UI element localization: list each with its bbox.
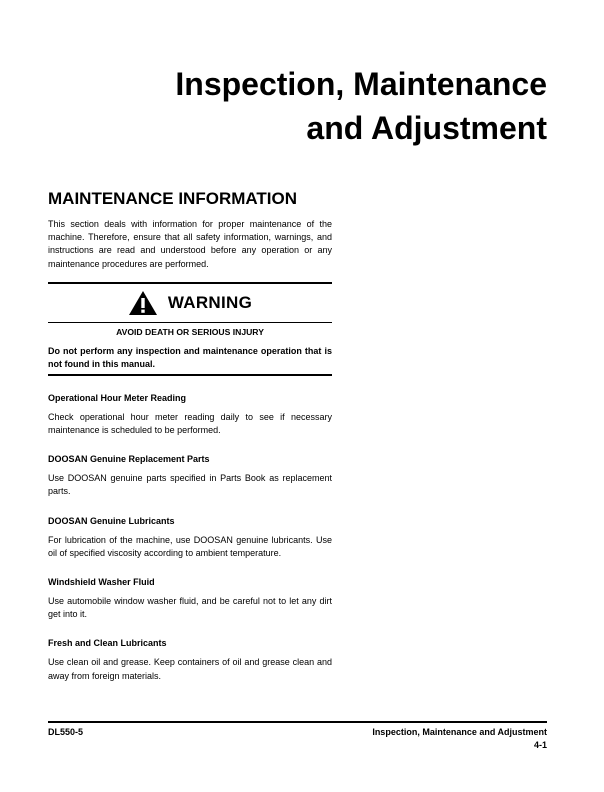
topic-heading: DOOSAN Genuine Replacement Parts: [48, 454, 210, 465]
warning-header: [48, 284, 332, 323]
topic-clean-lubricants: [48, 637, 332, 682]
topic-replacement-parts: [48, 453, 332, 498]
warning-label: WARNING: [167, 292, 253, 312]
chapter-title-line1: Inspection, Maintenance: [175, 66, 547, 102]
footer-chapter-name: Inspection, Maintenance and Adjustment: [372, 727, 547, 737]
chapter-title-line2: and Adjustment: [306, 110, 547, 146]
footer-page-number: 4-1: [533, 740, 547, 750]
topic-heading: Operational Hour Meter Reading: [48, 392, 187, 403]
topic-text: Use clean oil and grease. Keep containers of oil and grease clean and away from foreign materials.: [48, 657, 332, 681]
topic-text: For lubrication of the machine, use DOOSAN genuine lubricants. Use oil of specified viscosity according to ambient temperature.: [48, 534, 332, 558]
warning-subtitle: AVOID DEATH OR SERIOUS INJURY: [116, 326, 264, 337]
topic-washer-fluid: [48, 576, 332, 621]
footer-divider: [48, 721, 547, 723]
topic-heading: Fresh and Clean Lubricants: [48, 638, 167, 649]
content-column: [48, 188, 332, 683]
warning-triangle-icon: [128, 290, 158, 316]
topic-hour-meter: [48, 392, 332, 437]
topic-heading: DOOSAN Genuine Lubricants: [48, 515, 175, 526]
section-heading: MAINTENANCE INFORMATION: [48, 189, 297, 208]
topic-heading: Windshield Washer Fluid: [48, 577, 155, 588]
footer-right: [372, 726, 547, 752]
section-intro: This section deals with information for proper maintenance of the machine. Therefore, ensure that all safety information, warnings, and instructions are read and understood before any operation or any maintenance procedures are performed.: [48, 219, 332, 269]
chapter-title: [47, 62, 547, 150]
topic-lubricants: [48, 515, 332, 560]
warning-box: [48, 282, 332, 376]
topic-text: Check operational hour meter reading daily to see if necessary maintenance is scheduled to be performed.: [48, 411, 332, 436]
topic-text: Use automobile window washer fluid, and be careful not to let any dirt get into it.: [48, 596, 332, 620]
footer-model: DL550-5: [48, 727, 84, 737]
warning-body: Do not perform any inspection and maintenance operation that is not found in this manual.: [48, 345, 332, 369]
topic-text: Use DOOSAN genuine parts specified in Parts Book as replacement parts.: [48, 473, 332, 497]
